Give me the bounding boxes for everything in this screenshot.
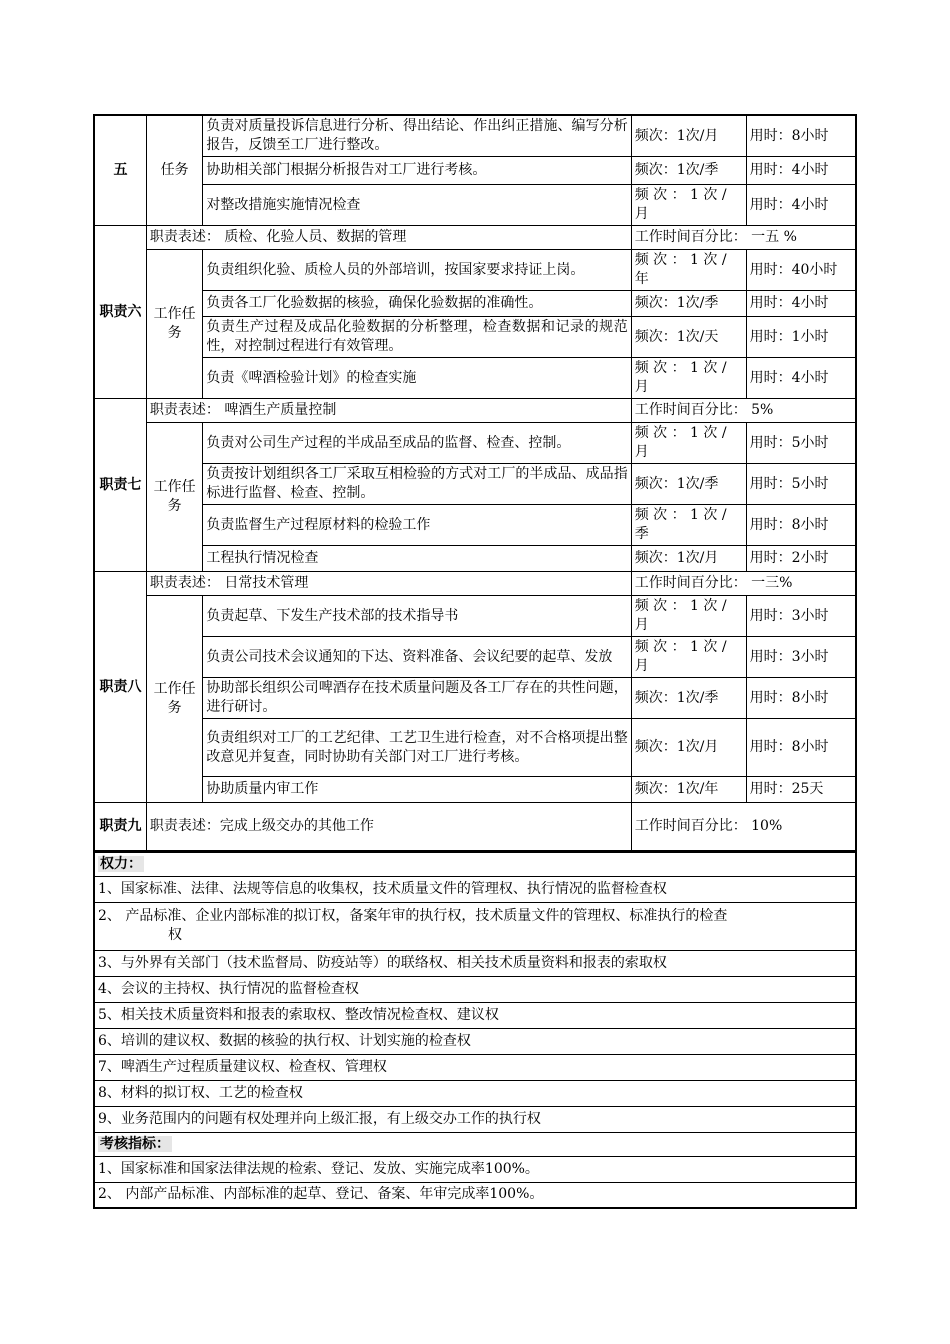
duty6-task-3: 负责生产过程及成品化验数据的分析整理，检查数据和记录的规范性，对控制过程进行有效管理。	[203, 317, 631, 358]
duty8-task-2: 负责公司技术会议通知的下达、资料准备、会议纪要的起草、发放	[203, 637, 631, 678]
power-item-8: 8、材料的拟订权、工艺的检查权	[94, 1080, 856, 1106]
duty7-task-label: 工作任务	[146, 423, 202, 572]
power-item-2	[94, 902, 856, 950]
power-item-7: 7、啤酒生产过程质量建议权、检查权、管理权	[94, 1054, 856, 1080]
job-description-page	[93, 114, 857, 1209]
duty7-task-1-freq: 频 次 ： 1 次 / 月	[631, 423, 746, 464]
duty6-task-2-freq: 频次：1次/季	[631, 291, 746, 317]
duty7-task-3: 负责监督生产过程原材料的检验工作	[203, 505, 631, 546]
duty6-task-3-time: 用时：1小时	[746, 317, 856, 358]
duty9-statement: 职责表述：完成上级交办的其他工作	[146, 803, 631, 851]
duty8-task-1-time: 用时：3小时	[746, 596, 856, 637]
duty6-task-3-freq: 频次：1次/天	[631, 317, 746, 358]
duty7-percent: 工作时间百分比： 5%	[631, 399, 856, 423]
duty7-task-2: 负责按计划组织各工厂采取互相检验的方式对工厂的半成品、成品指标进行监督、检查、控制。	[203, 464, 631, 505]
duty7-task-2-freq: 频次：1次/季	[631, 464, 746, 505]
duty6-task-2: 负责各工厂化验数据的核验，确保化验数据的准确性。	[203, 291, 631, 317]
duty7-task-1-time: 用时：5小时	[746, 423, 856, 464]
power-item-9: 9、业务范围内的问题有权处理并向上级汇报，有上级交办工作的执行权	[94, 1106, 856, 1132]
duty6-percent: 工作时间百分比： 一五 %	[631, 226, 856, 250]
duty7-task-4-freq: 频次：1次/月	[631, 546, 746, 572]
kpi-item-1: 1、国家标准和国家法律法规的检索、登记、发放、实施完成率100%。	[94, 1156, 856, 1182]
duty5-task-1-freq: 频次：1次/月	[631, 115, 746, 157]
duty7-task-4: 工程执行情况检查	[203, 546, 631, 572]
duties-table	[93, 114, 857, 852]
duty5-task-3-freq: 频 次 ： 1 次 / 月	[631, 185, 746, 226]
power-item-4: 4、会议的主持权、执行情况的监督检查权	[94, 976, 856, 1002]
duty8-task-label: 工作任务	[146, 596, 202, 803]
duty8-task-2-freq: 频 次 ： 1 次 / 月	[631, 637, 746, 678]
duty5-task-3-time: 用时：4小时	[746, 185, 856, 226]
duty8-task-1: 负责起草、下发生产技术部的技术指导书	[203, 596, 631, 637]
duty6-task-4-time: 用时：4小时	[746, 358, 856, 399]
duty5-number: 五	[94, 115, 146, 226]
powers-title: 权力：	[94, 852, 856, 876]
duty6-task-label: 工作任务	[146, 250, 202, 399]
duty5-task-1-time: 用时：8小时	[746, 115, 856, 157]
duty8-number: 职责八	[94, 572, 146, 803]
duty5-task-1: 负责对质量投诉信息进行分析、得出结论、作出纠正措施、编写分析报告，反馈至工厂进行整改。	[203, 115, 631, 157]
duty8-task-4-time: 用时：8小时	[746, 719, 856, 777]
duty6-statement: 职责表述： 质检、化验人员、数据的管理	[146, 226, 631, 250]
duty5-task-3: 对整改措施实施情况检查	[203, 185, 631, 226]
duty8-statement: 职责表述： 日常技术管理	[146, 572, 631, 596]
duty7-task-1: 负责对公司生产过程的半成品至成品的监督、检查、控制。	[203, 423, 631, 464]
duty8-task-3: 协助部长组织公司啤酒存在技术质量问题及各工厂存在的共性问题，进行研讨。	[203, 678, 631, 719]
duty7-task-2-time: 用时：5小时	[746, 464, 856, 505]
duty6-task-1-time: 用时：40小时	[746, 250, 856, 291]
duty6-task-1-freq: 频 次 ： 1 次 / 年	[631, 250, 746, 291]
kpi-item-2: 2、 内部产品标准、内部标准的起草、登记、备案、年审完成率100%。	[94, 1182, 856, 1208]
duty7-task-3-freq: 频 次 ： 1 次 / 季	[631, 505, 746, 546]
duty6-number: 职责六	[94, 226, 146, 399]
power-item-1: 1、国家标准、法律、法规等信息的收集权，技术质量文件的管理权、执行情况的监督检查权	[94, 876, 856, 902]
duty6-task-2-time: 用时：4小时	[746, 291, 856, 317]
duty8-task-3-freq: 频次：1次/季	[631, 678, 746, 719]
duty8-task-2-time: 用时：3小时	[746, 637, 856, 678]
duty5-task-2-time: 用时：4小时	[746, 157, 856, 185]
powers-kpi-table	[93, 852, 857, 1210]
duty8-task-3-time: 用时：8小时	[746, 678, 856, 719]
duty6-task-1: 负责组织化验、质检人员的外部培训，按国家要求持证上岗。	[203, 250, 631, 291]
duty7-statement: 职责表述： 啤酒生产质量控制	[146, 399, 631, 423]
duty7-task-4-time: 用时：2小时	[746, 546, 856, 572]
duty8-task-5-time: 用时：25天	[746, 777, 856, 803]
duty9-number: 职责九	[94, 803, 146, 851]
duty8-task-4: 负责组织对工厂的工艺纪律、工艺卫生进行检查，对不合格项提出整改意见并复查，同时协助有关部门对工厂进行考核。	[203, 719, 631, 777]
duty5-task-2-freq: 频次：1次/季	[631, 157, 746, 185]
duty5-task-label: 任务	[146, 115, 202, 226]
duty7-task-3-time: 用时：8小时	[746, 505, 856, 546]
duty7-number: 职责七	[94, 399, 146, 572]
duty8-task-4-freq: 频次：1次/月	[631, 719, 746, 777]
power-item-2-cont: 权	[168, 927, 182, 943]
duty8-task-1-freq: 频 次 ： 1 次 / 月	[631, 596, 746, 637]
duty8-task-5: 协助质量内审工作	[203, 777, 631, 803]
kpi-title: 考核指标：	[94, 1132, 856, 1156]
duty5-task-2: 协助相关部门根据分析报告对工厂进行考核。	[203, 157, 631, 185]
power-item-2-text: 2、 产品标准、企业内部标准的拟订权，备案年审的执行权，技术质量文件的管理权、标准执行的检查	[98, 908, 728, 924]
power-item-3: 3、与外界有关部门（技术监督局、防疫站等）的联络权、相关技术质量资料和报表的索取权	[94, 950, 856, 976]
duty8-percent: 工作时间百分比： 一三%	[631, 572, 856, 596]
power-item-6: 6、培训的建议权、数据的核验的执行权、计划实施的检查权	[94, 1028, 856, 1054]
duty9-percent: 工作时间百分比： 10%	[631, 803, 856, 851]
duty6-task-4-freq: 频 次 ： 1 次 / 月	[631, 358, 746, 399]
power-item-5: 5、相关技术质量资料和报表的索取权、整改情况检查权、建议权	[94, 1002, 856, 1028]
duty8-task-5-freq: 频次：1次/年	[631, 777, 746, 803]
duty6-task-4: 负责《啤酒检验计划》的检查实施	[203, 358, 631, 399]
